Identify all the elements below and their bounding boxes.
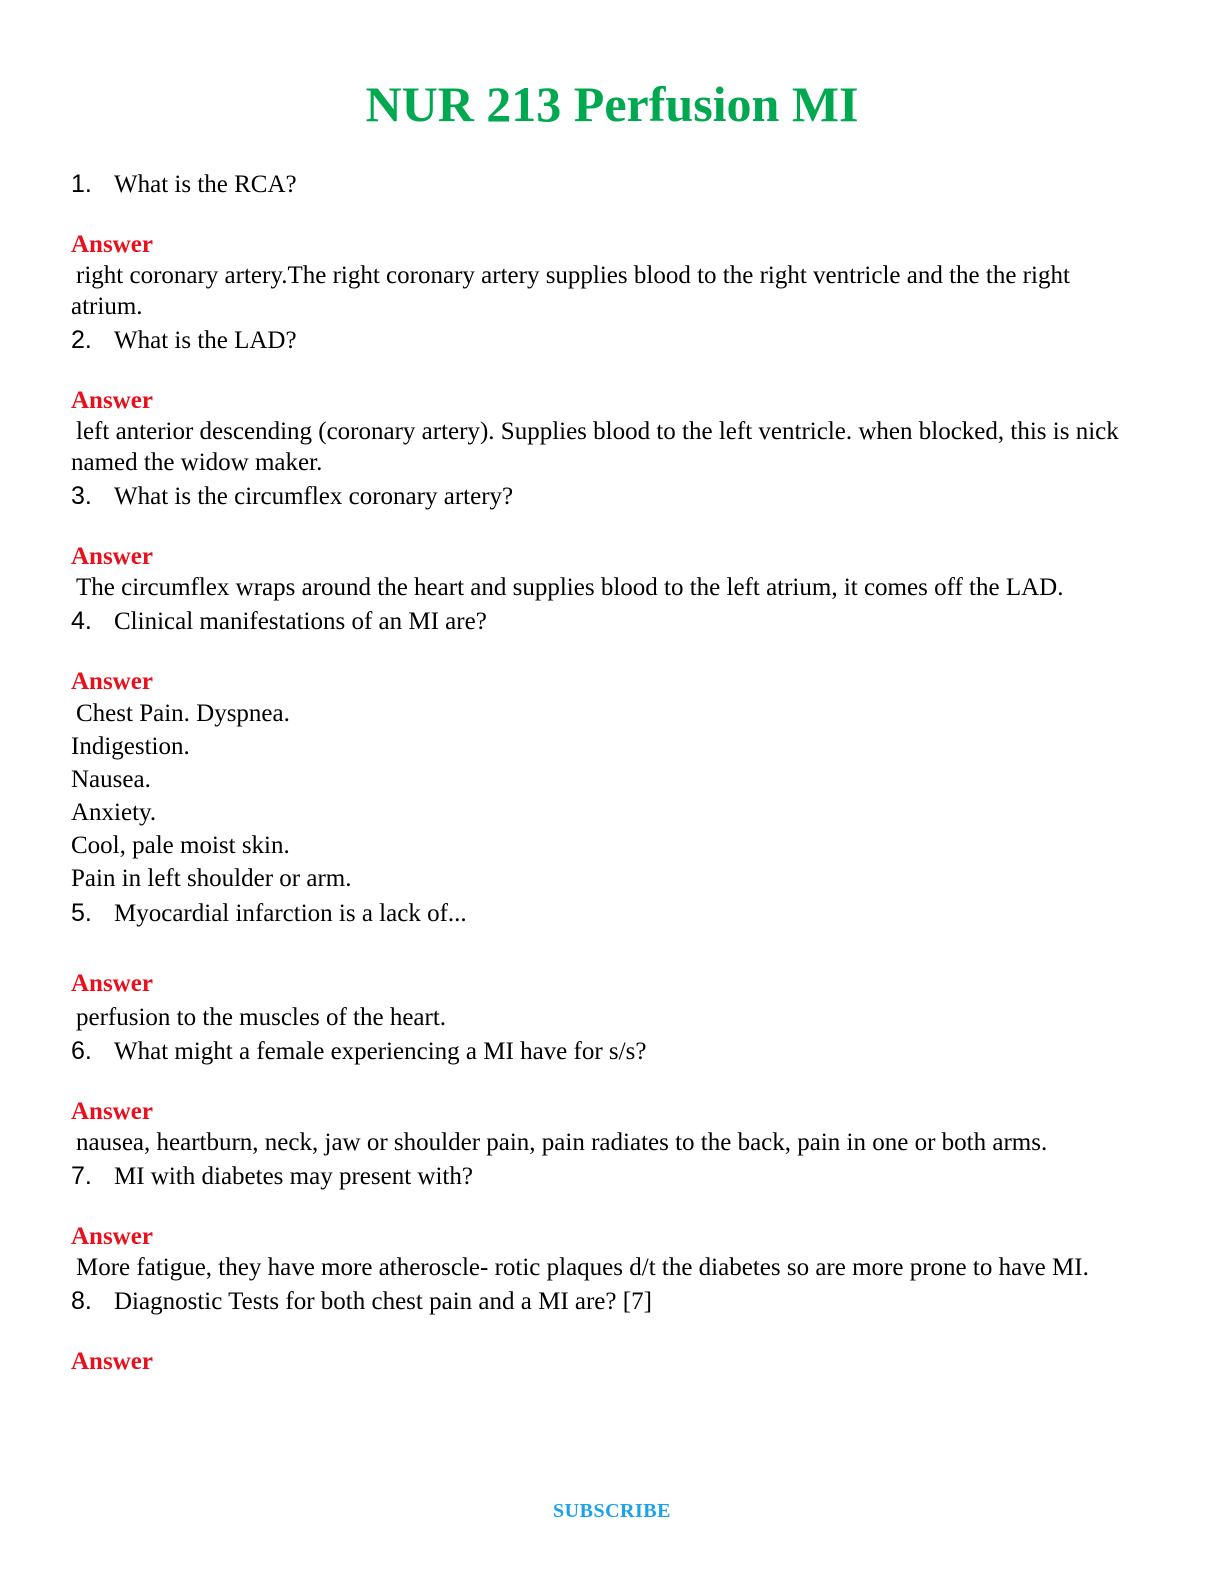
question-number: 3. bbox=[71, 482, 92, 510]
qa-item-6 bbox=[71, 1033, 1131, 1158]
qa-item-5 bbox=[71, 895, 1131, 1033]
answer-text-content: right coronary artery.The right coronary artery supplies blood to the right ventricle and the the right atrium. bbox=[71, 262, 1070, 320]
question-text: What might a female experiencing a MI have for s/s? bbox=[114, 1038, 647, 1065]
question-number: 2. bbox=[71, 326, 92, 354]
answer-label: Answer bbox=[71, 1223, 153, 1250]
answer-label: Answer bbox=[71, 970, 153, 997]
answer-text bbox=[71, 1002, 1131, 1033]
answer-line: Nausea. bbox=[71, 766, 151, 793]
question-text: Diagnostic Tests for both chest pain and a MI are? [7] bbox=[114, 1288, 652, 1315]
answer-text bbox=[71, 572, 1131, 603]
question-text: Myocardial infarction is a lack of... bbox=[114, 900, 467, 927]
question-number: 8. bbox=[71, 1287, 92, 1315]
question-3 bbox=[71, 478, 1131, 515]
question-1 bbox=[71, 166, 1131, 203]
question-text: MI with diabetes may present with? bbox=[114, 1163, 473, 1190]
answer-text-content: left anterior descending (coronary artery). Supplies blood to the left ventricle. when blocked, this is nick named the widow maker. bbox=[71, 418, 1119, 476]
answer-text-content: perfusion to the muscles of the heart. bbox=[76, 1004, 447, 1031]
answer-label: Answer bbox=[71, 543, 153, 570]
answer-line: Anxiety. bbox=[71, 799, 157, 826]
answer-label: Answer bbox=[71, 1098, 153, 1125]
question-text: What is the RCA? bbox=[114, 171, 297, 198]
question-number: 7. bbox=[71, 1162, 92, 1190]
question-text: What is the LAD? bbox=[114, 327, 297, 354]
qa-item-2 bbox=[71, 322, 1131, 478]
qa-list bbox=[71, 166, 1131, 1377]
question-8 bbox=[71, 1283, 1131, 1320]
answer-label: Answer bbox=[71, 387, 153, 414]
answer-line: Indigestion. bbox=[71, 733, 190, 760]
answer-line: Pain in left shoulder or arm. bbox=[71, 865, 352, 892]
qa-item-4 bbox=[71, 603, 1131, 895]
qa-item-1 bbox=[71, 166, 1131, 322]
page-title: NUR 213 Perfusion MI bbox=[365, 76, 859, 132]
question-4 bbox=[71, 603, 1131, 640]
answer-list bbox=[71, 697, 1131, 895]
question-number: 5. bbox=[71, 899, 92, 927]
answer-text bbox=[71, 260, 1131, 322]
answer-label: Answer bbox=[71, 668, 153, 695]
answer-text-content: nausea, heartburn, neck, jaw or shoulder pain, pain radiates to the back, pain in one or both arms. bbox=[76, 1129, 1048, 1156]
answer-text-content: More fatigue, they have more atheroscle- rotic plaques d/t the diabetes so are more prone to have MI. bbox=[76, 1254, 1089, 1281]
question-5 bbox=[71, 895, 1131, 932]
question-text: Clinical manifestations of an MI are? bbox=[114, 608, 487, 635]
qa-item-3 bbox=[71, 478, 1131, 603]
answer-text bbox=[71, 416, 1131, 478]
qa-item-8 bbox=[71, 1283, 1131, 1377]
answer-line: Cool, pale moist skin. bbox=[71, 832, 290, 859]
question-2 bbox=[71, 322, 1131, 359]
answer-text bbox=[71, 1127, 1131, 1158]
qa-item-7 bbox=[71, 1158, 1131, 1283]
answer-text-content: The circumflex wraps around the heart and supplies blood to the left atrium, it comes off the LAD. bbox=[76, 574, 1064, 601]
answer-label: Answer bbox=[71, 231, 153, 258]
answer-label: Answer bbox=[71, 1348, 153, 1375]
answer-text bbox=[71, 1252, 1131, 1283]
answer-line: Chest Pain. Dyspnea. bbox=[76, 700, 290, 727]
question-text: What is the circumflex coronary artery? bbox=[114, 483, 514, 510]
question-7 bbox=[71, 1158, 1131, 1195]
question-number: 1. bbox=[71, 170, 92, 198]
subscribe-link[interactable]: SUBSCRIBE bbox=[553, 1500, 671, 1522]
question-number: 6. bbox=[71, 1037, 92, 1065]
question-number: 4. bbox=[71, 607, 92, 635]
question-6 bbox=[71, 1033, 1131, 1070]
